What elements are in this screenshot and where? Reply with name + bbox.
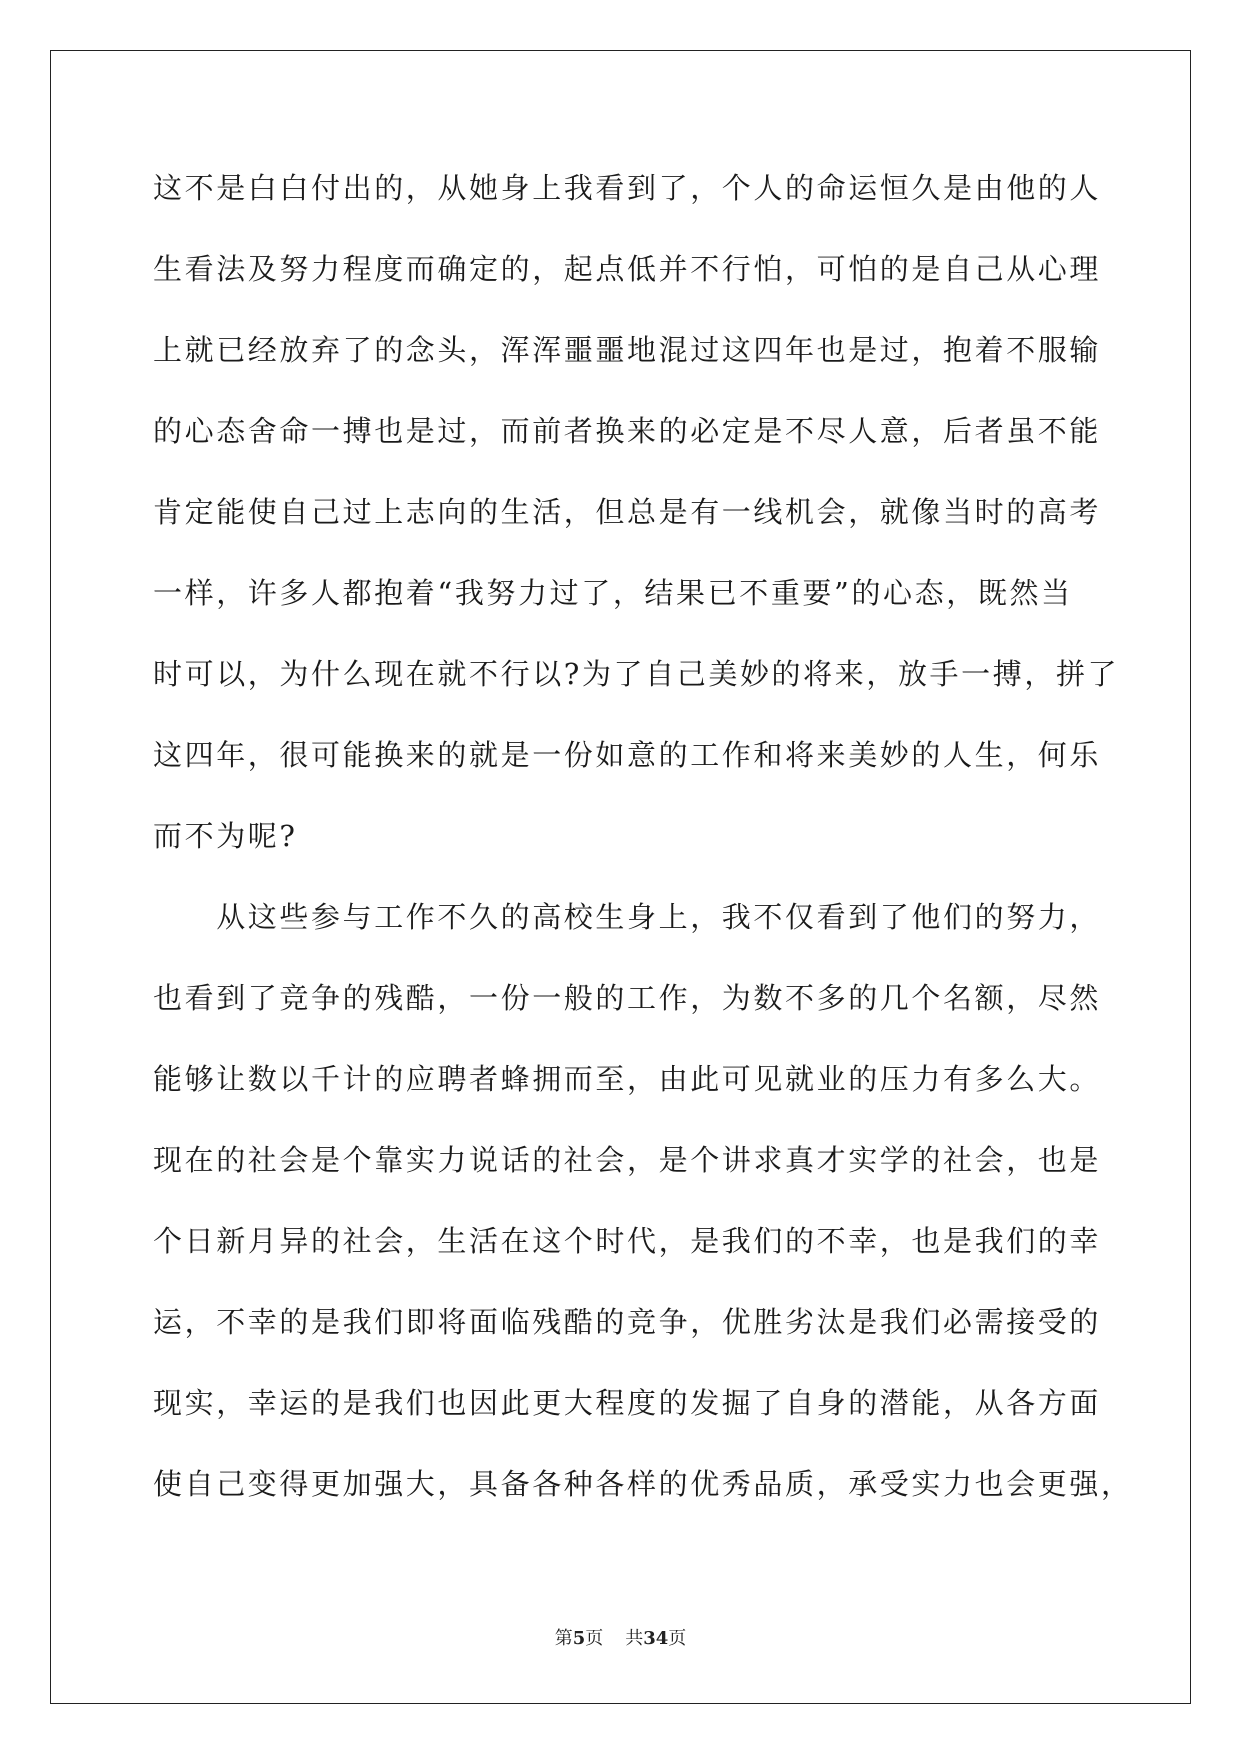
body-line-15: 运，不幸的是我们即将面临残酷的竞争，优胜劣汰是我们必需接受的 (153, 1305, 1102, 1339)
body-line-14: 个日新月异的社会，生活在这个时代，是我们的不幸，也是我们的幸 (153, 1224, 1102, 1258)
body-line-6: 一样，许多人都抱着“我努力过了，结果已不重要”的心态，既然当 (153, 576, 1073, 610)
footer-page-suffix: 页 (585, 1628, 604, 1649)
body-line-9: 而不为呢? (153, 819, 298, 853)
page-footer (0, 1627, 1241, 1651)
body-line-8: 这四年，很可能换来的就是一份如意的工作和将来美妙的人生，何乐 (153, 738, 1102, 772)
body-line-7: 时可以，为什么现在就不行以?为了自己美妙的将来，放手一搏，拼了 (153, 657, 1120, 691)
body-line-5: 肯定能使自己过上志向的生活，但总是有一线机会，就像当时的高考 (153, 495, 1102, 529)
footer-page-number: 5 (572, 1628, 586, 1649)
body-line-12: 能够让数以千计的应聘者蜂拥而至，由此可见就业的压力有多么大。 (153, 1062, 1102, 1096)
footer-total-prefix: 共 (625, 1628, 644, 1649)
body-line-2: 生看法及努力程度而确定的，起点低并不行怕，可怕的是自己从心理 (153, 252, 1102, 286)
body-line-4: 的心态舍命一搏也是过，而前者换来的必定是不尽人意，后者虽不能 (153, 414, 1102, 448)
body-line-10: 从这些参与工作不久的高校生身上，我不仅看到了他们的努力， (153, 900, 1102, 934)
footer-total-pages: 34 (643, 1628, 669, 1649)
body-line-17: 使自己变得更加强大，具备各种各样的优秀品质，承受实力也会更强， (153, 1467, 1133, 1501)
footer-total-suffix: 页 (668, 1628, 687, 1649)
body-line-1: 这不是白白付出的，从她身上我看到了，个人的命运恒久是由他的人 (153, 171, 1102, 205)
footer-page-prefix: 第 (554, 1628, 573, 1649)
body-line-11: 也看到了竞争的残酷，一份一般的工作，为数不多的几个名额，尽然 (153, 981, 1102, 1015)
body-line-3: 上就已经放弃了的念头，浑浑噩噩地混过这四年也是过，抱着不服输 (153, 333, 1102, 367)
page-border (50, 50, 1191, 1704)
body-line-13: 现在的社会是个靠实力说话的社会，是个讲求真才实学的社会，也是 (153, 1143, 1102, 1177)
body-line-16: 现实，幸运的是我们也因此更大程度的发掘了自身的潜能，从各方面 (153, 1386, 1102, 1420)
